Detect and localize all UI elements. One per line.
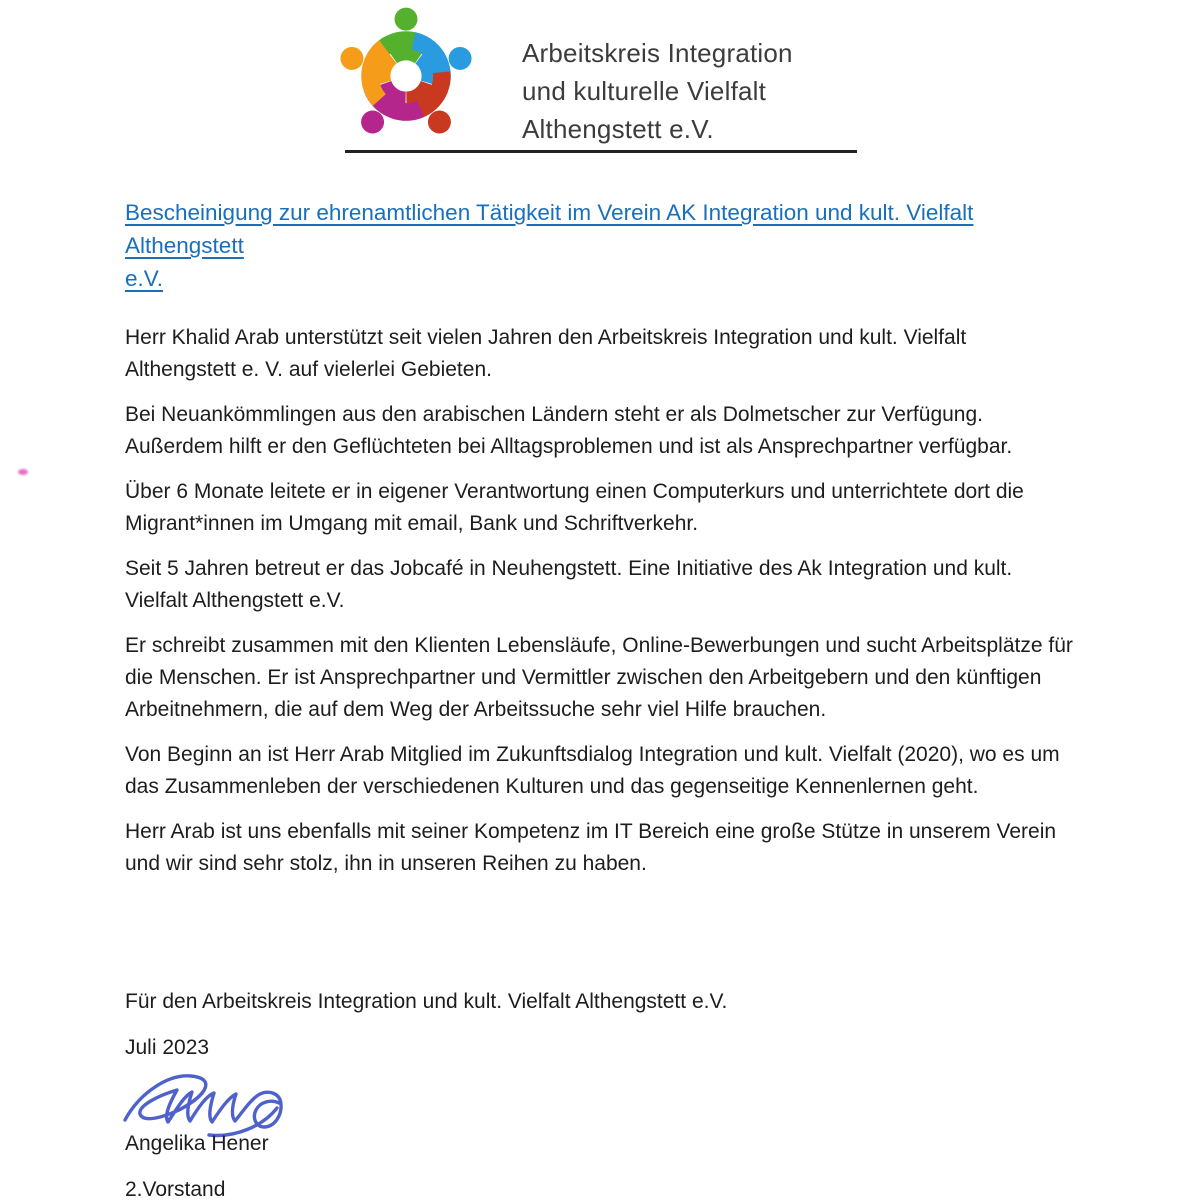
signer-role: 2.Vorstand <box>125 1178 226 1200</box>
closing-date: Juli 2023 <box>125 1036 210 1059</box>
paragraph-4: Seit 5 Jahren betreut er das Jobcafé in Neuhengstett. Eine Initiative des Ak Integration und kult. Vielfalt Althengstett e.V. <box>125 557 1013 612</box>
paragraph-6: Von Beginn an ist Herr Arab Mitglied im Zukunftsdialog Integration und kult. Vielfalt (2020), wo es um das Zusammenleben der verschiedenen Kulturen und das gegenseitige Kennenlernen geht. <box>125 743 1060 798</box>
paragraph-2: Bei Neuankömmlingen aus den arabischen Ländern steht er als Dolmetscher zur Verfügung. Außerdem hilft er den Geflüchteten bei Alltagsproblemen und ist als Ansprechpartner verfügbar. <box>125 403 1013 458</box>
paragraph-5: Er schreibt zusammen mit den Klienten Lebensläufe, Online-Bewerbungen und sucht Arbeitsplätze für die Menschen. Er ist Ansprechpartner und Vermittler zwischen den Arbeitgebern und den künftigen Arbeitnehmern, die auf dem Weg der Arbeitssuche sehr viel Hilfe brauchen. <box>125 634 1073 721</box>
letter-body <box>125 322 1075 893</box>
letterhead <box>330 6 793 148</box>
document-title <box>125 196 1085 295</box>
letterhead-divider <box>345 150 857 153</box>
document-title-line-1: Bescheinigung zur ehrenamtlichen Tätigkeit im Verein AK Integration und kult. Vielfalt Althengstett <box>125 200 974 258</box>
paragraph-1: Herr Khalid Arab unterstützt seit vielen Jahren den Arbeitskreis Integration und kult. Vielfalt Althengstett e. V. auf vielerlei Gebieten. <box>125 326 967 381</box>
org-name-line-1: Arbeitskreis Integration <box>522 38 793 68</box>
closing-on-behalf: Für den Arbeitskreis Integration und kult. Vielfalt Althengstett e.V. <box>125 990 728 1013</box>
document-title-line-2: e.V. <box>125 266 163 291</box>
scan-artifact-speck <box>18 469 28 475</box>
org-name-line-3: Althengstett e.V. <box>522 114 714 144</box>
signer-name: Angelika Hener <box>125 1132 269 1155</box>
org-name <box>522 6 793 148</box>
org-logo <box>330 6 482 146</box>
logo-person-magenta-icon <box>345 71 430 146</box>
org-name-line-2: und kulturelle Vielfalt <box>522 76 767 106</box>
paragraph-7: Herr Arab ist uns ebenfalls mit seiner Kompetenz im IT Bereich eine große Stütze in unserem Verein und wir sind sehr stolz, ihn in unseren Reihen zu haben. <box>125 820 1057 875</box>
paragraph-3: Über 6 Monate leitete er in eigener Verantwortung einen Computerkurs und unterrichtete dort die Migrant*innen im Umgang mit email, Bank und Schriftverkehr. <box>125 480 1024 535</box>
